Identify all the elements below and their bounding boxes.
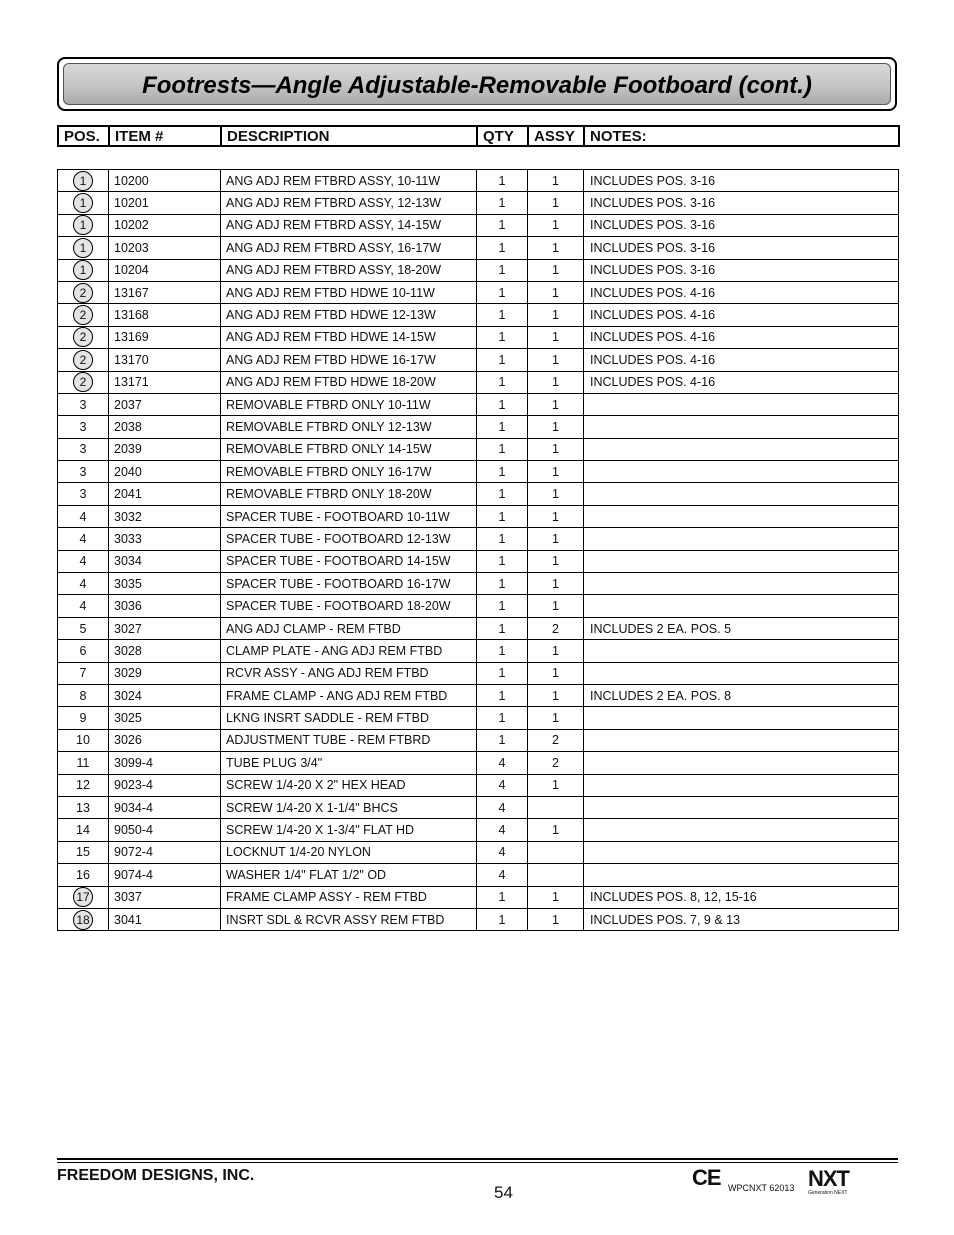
cell-notes <box>584 774 899 796</box>
cell-pos <box>58 729 109 751</box>
cell-qty: 1 <box>477 371 528 393</box>
cell-pos <box>58 841 109 863</box>
header-qty: QTY <box>477 126 528 146</box>
cell-assy: 1 <box>528 483 584 505</box>
cell-pos <box>58 416 109 438</box>
pos-number: 11 <box>76 755 90 770</box>
pos-callout-circle: 2 <box>73 372 93 392</box>
title-banner <box>57 57 897 111</box>
cell-item: 10201 <box>109 192 221 214</box>
cell-description: FRAME CLAMP - ANG ADJ REM FTBD <box>221 684 477 706</box>
cell-notes: INCLUDES 2 EA. POS. 8 <box>584 684 899 706</box>
cell-description: ANG ADJ CLAMP - REM FTBD <box>221 617 477 639</box>
cell-assy: 1 <box>528 349 584 371</box>
cell-qty: 1 <box>477 684 528 706</box>
cell-qty: 4 <box>477 796 528 818</box>
cell-pos <box>58 796 109 818</box>
header-notes: NOTES: <box>584 126 899 146</box>
cell-pos <box>58 595 109 617</box>
header-item: ITEM # <box>109 126 221 146</box>
cell-pos <box>58 170 109 192</box>
cell-item: 3099-4 <box>109 752 221 774</box>
table-row <box>58 393 899 415</box>
cell-pos <box>58 483 109 505</box>
cell-qty: 1 <box>477 237 528 259</box>
cell-description: SPACER TUBE - FOOTBOARD 16-17W <box>221 573 477 595</box>
cell-item: 10202 <box>109 214 221 236</box>
cell-pos <box>58 774 109 796</box>
cell-notes: INCLUDES POS. 4-16 <box>584 326 899 348</box>
cell-assy: 2 <box>528 752 584 774</box>
cell-pos <box>58 886 109 908</box>
pos-callout-circle: 1 <box>73 171 93 191</box>
cell-assy: 1 <box>528 281 584 303</box>
cell-item: 13168 <box>109 304 221 326</box>
cell-item: 2041 <box>109 483 221 505</box>
cell-item: 3036 <box>109 595 221 617</box>
cell-pos <box>58 371 109 393</box>
cell-assy: 1 <box>528 550 584 572</box>
cell-notes: INCLUDES POS. 3-16 <box>584 170 899 192</box>
cell-pos <box>58 281 109 303</box>
page-number: 54 <box>494 1183 513 1202</box>
cell-item: 3032 <box>109 505 221 527</box>
table-row <box>58 864 899 886</box>
pos-number: 8 <box>79 688 87 703</box>
pos-number: 4 <box>79 599 87 614</box>
pos-number: 15 <box>76 845 90 860</box>
cell-notes <box>584 505 899 527</box>
header-assy: ASSY <box>528 126 584 146</box>
table-row <box>58 326 899 348</box>
cell-pos <box>58 752 109 774</box>
cell-notes <box>584 595 899 617</box>
cell-qty: 1 <box>477 416 528 438</box>
cell-description: REMOVABLE FTBRD ONLY 14-15W <box>221 438 477 460</box>
cell-description: SCREW 1/4-20 X 1-1/4" BHCS <box>221 796 477 818</box>
cell-pos <box>58 393 109 415</box>
pos-number: 14 <box>76 823 90 838</box>
table-row <box>58 237 899 259</box>
cell-description: SCREW 1/4-20 X 1-3/4" FLAT HD <box>221 819 477 841</box>
cell-item: 9072-4 <box>109 841 221 863</box>
cell-notes <box>584 528 899 550</box>
pos-callout-circle: 1 <box>73 238 93 258</box>
cell-assy: 1 <box>528 326 584 348</box>
title-banner-fill <box>63 63 891 105</box>
cell-item: 2039 <box>109 438 221 460</box>
cell-assy: 1 <box>528 170 584 192</box>
cell-notes <box>584 841 899 863</box>
table-row <box>58 438 899 460</box>
cell-notes <box>584 550 899 572</box>
cell-assy <box>528 796 584 818</box>
cell-notes <box>584 483 899 505</box>
cell-description: ANG ADJ REM FTBRD ASSY, 16-17W <box>221 237 477 259</box>
cell-pos <box>58 864 109 886</box>
cell-qty: 1 <box>477 886 528 908</box>
cell-assy: 1 <box>528 393 584 415</box>
cell-pos <box>58 237 109 259</box>
pos-number: 4 <box>79 576 87 591</box>
cell-description: LKNG INSRT SADDLE - REM FTBD <box>221 707 477 729</box>
cell-pos <box>58 461 109 483</box>
table-row <box>58 841 899 863</box>
cell-assy: 1 <box>528 819 584 841</box>
cell-assy <box>528 841 584 863</box>
cell-qty: 1 <box>477 595 528 617</box>
cell-pos <box>58 707 109 729</box>
cell-notes <box>584 393 899 415</box>
cell-pos <box>58 684 109 706</box>
cell-notes: INCLUDES POS. 4-16 <box>584 349 899 371</box>
cell-pos <box>58 505 109 527</box>
cell-description: REMOVABLE FTBRD ONLY 10-11W <box>221 393 477 415</box>
table-row <box>58 573 899 595</box>
cell-qty: 1 <box>477 528 528 550</box>
cell-item: 13169 <box>109 326 221 348</box>
table-row <box>58 416 899 438</box>
table-row <box>58 662 899 684</box>
cell-description: RCVR ASSY - ANG ADJ REM FTBD <box>221 662 477 684</box>
cell-pos <box>58 349 109 371</box>
ce-mark-icon: CE <box>692 1165 721 1190</box>
cell-description: ANG ADJ REM FTBRD ASSY, 12-13W <box>221 192 477 214</box>
cell-item: 9023-4 <box>109 774 221 796</box>
pos-callout-circle: 18 <box>73 910 93 930</box>
table-row <box>58 483 899 505</box>
cell-pos <box>58 550 109 572</box>
table-row <box>58 170 899 192</box>
cell-item: 13170 <box>109 349 221 371</box>
cell-description: REMOVABLE FTBRD ONLY 18-20W <box>221 483 477 505</box>
cell-notes <box>584 461 899 483</box>
cell-notes <box>584 819 899 841</box>
table-row <box>58 819 899 841</box>
cell-description: SPACER TUBE - FOOTBOARD 14-15W <box>221 550 477 572</box>
cell-description: REMOVABLE FTBRD ONLY 12-13W <box>221 416 477 438</box>
cell-assy: 1 <box>528 371 584 393</box>
cell-notes: INCLUDES POS. 3-16 <box>584 259 899 281</box>
cell-qty: 1 <box>477 349 528 371</box>
cell-notes: INCLUDES 2 EA. POS. 5 <box>584 617 899 639</box>
table-row <box>58 259 899 281</box>
cell-notes: INCLUDES POS. 4-16 <box>584 281 899 303</box>
pos-number: 13 <box>76 800 90 815</box>
cell-notes <box>584 573 899 595</box>
cell-assy: 1 <box>528 438 584 460</box>
cell-qty: 1 <box>477 393 528 415</box>
cell-assy: 1 <box>528 214 584 236</box>
cell-item: 9050-4 <box>109 819 221 841</box>
cell-notes <box>584 662 899 684</box>
pos-number: 4 <box>79 509 87 524</box>
table-row <box>58 640 899 662</box>
pos-number: 10 <box>76 733 90 748</box>
column-header-row <box>58 126 899 146</box>
cell-notes: INCLUDES POS. 7, 9 & 13 <box>584 908 899 930</box>
table-row <box>58 684 899 706</box>
cell-qty: 1 <box>477 461 528 483</box>
table-row <box>58 371 899 393</box>
cell-qty: 1 <box>477 908 528 930</box>
cell-qty: 1 <box>477 573 528 595</box>
cell-description: ANG ADJ REM FTBD HDWE 14-15W <box>221 326 477 348</box>
cell-assy <box>528 864 584 886</box>
header-description: DESCRIPTION <box>221 126 477 146</box>
cell-qty: 4 <box>477 774 528 796</box>
pos-number: 6 <box>79 643 87 658</box>
cell-item: 3028 <box>109 640 221 662</box>
cell-item: 3035 <box>109 573 221 595</box>
cell-assy: 1 <box>528 573 584 595</box>
cell-pos <box>58 259 109 281</box>
cell-description: ADJUSTMENT TUBE - REM FTBRD <box>221 729 477 751</box>
table-row <box>58 528 899 550</box>
cell-qty: 1 <box>477 170 528 192</box>
pos-number: 4 <box>79 554 87 569</box>
table-row <box>58 774 899 796</box>
parts-table <box>57 169 899 931</box>
cell-qty: 1 <box>477 438 528 460</box>
table-row <box>58 550 899 572</box>
cell-description: ANG ADJ REM FTBD HDWE 18-20W <box>221 371 477 393</box>
cell-assy: 1 <box>528 707 584 729</box>
cell-assy: 2 <box>528 729 584 751</box>
cell-assy: 2 <box>528 617 584 639</box>
cell-item: 13171 <box>109 371 221 393</box>
cell-qty: 1 <box>477 550 528 572</box>
cell-pos <box>58 192 109 214</box>
document-code: WPCNXT 62013 <box>728 1183 795 1193</box>
pos-callout-circle: 2 <box>73 305 93 325</box>
cell-qty: 1 <box>477 662 528 684</box>
cell-assy: 1 <box>528 595 584 617</box>
cell-description: FRAME CLAMP ASSY - REM FTBD <box>221 886 477 908</box>
pos-number: 7 <box>79 666 87 681</box>
cell-description: ANG ADJ REM FTBD HDWE 16-17W <box>221 349 477 371</box>
pos-number: 3 <box>79 464 87 479</box>
table-row <box>58 908 899 930</box>
cell-qty: 1 <box>477 281 528 303</box>
pos-number: 3 <box>79 397 87 412</box>
cell-notes: INCLUDES POS. 3-16 <box>584 214 899 236</box>
cell-assy: 1 <box>528 886 584 908</box>
pos-callout-circle: 2 <box>73 350 93 370</box>
cell-qty: 1 <box>477 214 528 236</box>
cell-description: ANG ADJ REM FTBD HDWE 12-13W <box>221 304 477 326</box>
pos-number: 16 <box>76 867 90 882</box>
cell-description: ANG ADJ REM FTBRD ASSY, 10-11W <box>221 170 477 192</box>
cell-qty: 1 <box>477 483 528 505</box>
cell-item: 3025 <box>109 707 221 729</box>
cell-item: 10200 <box>109 170 221 192</box>
cell-item: 13167 <box>109 281 221 303</box>
table-row <box>58 461 899 483</box>
cell-assy: 1 <box>528 304 584 326</box>
cell-item: 3034 <box>109 550 221 572</box>
cell-pos <box>58 438 109 460</box>
pos-number: 12 <box>76 778 90 793</box>
nxt-logo-text: NXT <box>808 1166 849 1191</box>
cell-item: 10204 <box>109 259 221 281</box>
cell-notes <box>584 864 899 886</box>
cell-item: 9074-4 <box>109 864 221 886</box>
cell-item: 3026 <box>109 729 221 751</box>
cell-notes <box>584 752 899 774</box>
table-row <box>58 617 899 639</box>
cell-notes <box>584 707 899 729</box>
cell-qty: 1 <box>477 304 528 326</box>
cell-pos <box>58 326 109 348</box>
pos-number: 5 <box>79 621 87 636</box>
cell-description: ANG ADJ REM FTBRD ASSY, 14-15W <box>221 214 477 236</box>
table-row <box>58 707 899 729</box>
page-title: Footrests—Angle Adjustable-Removable Footboard (cont.) <box>142 72 812 99</box>
cell-item: 2037 <box>109 393 221 415</box>
cell-notes <box>584 438 899 460</box>
cell-assy: 1 <box>528 461 584 483</box>
cell-pos <box>58 662 109 684</box>
cell-assy: 1 <box>528 640 584 662</box>
cell-description: SCREW 1/4-20 X 2" HEX HEAD <box>221 774 477 796</box>
pos-callout-circle: 1 <box>73 193 93 213</box>
table-row <box>58 886 899 908</box>
cell-assy: 1 <box>528 774 584 796</box>
cell-qty: 1 <box>477 617 528 639</box>
cell-assy: 1 <box>528 192 584 214</box>
cell-description: ANG ADJ REM FTBRD ASSY, 18-20W <box>221 259 477 281</box>
cell-notes: INCLUDES POS. 3-16 <box>584 237 899 259</box>
cell-description: WASHER 1/4" FLAT 1/2" OD <box>221 864 477 886</box>
cell-description: ANG ADJ REM FTBD HDWE 10-11W <box>221 281 477 303</box>
table-row <box>58 304 899 326</box>
cell-description: SPACER TUBE - FOOTBOARD 18-20W <box>221 595 477 617</box>
cell-notes <box>584 640 899 662</box>
cell-qty: 1 <box>477 707 528 729</box>
pos-number: 3 <box>79 419 87 434</box>
cell-qty: 1 <box>477 729 528 751</box>
header-pos: POS. <box>58 126 109 146</box>
column-header-table <box>57 125 900 147</box>
cell-qty: 1 <box>477 505 528 527</box>
table-row <box>58 505 899 527</box>
cell-item: 10203 <box>109 237 221 259</box>
pos-number: 3 <box>79 442 87 457</box>
cell-qty: 4 <box>477 841 528 863</box>
parts-table-body <box>58 170 899 931</box>
cell-description: SPACER TUBE - FOOTBOARD 12-13W <box>221 528 477 550</box>
table-row <box>58 349 899 371</box>
cell-pos <box>58 214 109 236</box>
cell-item: 3033 <box>109 528 221 550</box>
pos-callout-circle: 1 <box>73 260 93 280</box>
cell-item: 3041 <box>109 908 221 930</box>
cell-item: 9034-4 <box>109 796 221 818</box>
pos-number: 4 <box>79 531 87 546</box>
cell-pos <box>58 908 109 930</box>
pos-callout-circle: 1 <box>73 215 93 235</box>
table-row <box>58 192 899 214</box>
cell-notes: INCLUDES POS. 8, 12, 15-16 <box>584 886 899 908</box>
cell-notes: INCLUDES POS. 3-16 <box>584 192 899 214</box>
cell-assy: 1 <box>528 237 584 259</box>
cell-notes <box>584 416 899 438</box>
nxt-logo <box>808 1168 849 1196</box>
cell-pos <box>58 819 109 841</box>
cell-pos <box>58 617 109 639</box>
cell-item: 2038 <box>109 416 221 438</box>
table-row <box>58 595 899 617</box>
footer-rule-thin <box>57 1162 898 1163</box>
cell-pos <box>58 304 109 326</box>
pos-number: 9 <box>79 711 87 726</box>
cell-description: INSRT SDL & RCVR ASSY REM FTBD <box>221 908 477 930</box>
nxt-logo-subtext: Generation NEXT <box>808 1190 848 1196</box>
cell-notes <box>584 796 899 818</box>
cell-description: LOCKNUT 1/4-20 NYLON <box>221 841 477 863</box>
cell-pos <box>58 640 109 662</box>
cell-assy: 1 <box>528 259 584 281</box>
cell-assy: 1 <box>528 684 584 706</box>
pos-number: 3 <box>79 487 87 502</box>
cell-assy: 1 <box>528 505 584 527</box>
cell-qty: 1 <box>477 640 528 662</box>
cell-qty: 4 <box>477 864 528 886</box>
cell-description: SPACER TUBE - FOOTBOARD 10-11W <box>221 505 477 527</box>
pos-callout-circle: 2 <box>73 283 93 303</box>
cell-description: TUBE PLUG 3/4" <box>221 752 477 774</box>
cell-item: 3037 <box>109 886 221 908</box>
table-row <box>58 752 899 774</box>
cell-assy: 1 <box>528 528 584 550</box>
cell-notes: INCLUDES POS. 4-16 <box>584 304 899 326</box>
cell-qty: 1 <box>477 192 528 214</box>
company-name: FREEDOM DESIGNS, INC. <box>57 1167 255 1184</box>
cell-description: CLAMP PLATE - ANG ADJ REM FTBD <box>221 640 477 662</box>
cell-notes <box>584 729 899 751</box>
cell-assy: 1 <box>528 908 584 930</box>
cell-pos <box>58 528 109 550</box>
pos-callout-circle: 17 <box>73 887 93 907</box>
cell-qty: 4 <box>477 819 528 841</box>
table-row <box>58 281 899 303</box>
table-row <box>58 796 899 818</box>
table-row <box>58 214 899 236</box>
cell-pos <box>58 573 109 595</box>
cell-item: 3027 <box>109 617 221 639</box>
cell-item: 2040 <box>109 461 221 483</box>
cell-assy: 1 <box>528 662 584 684</box>
table-row <box>58 729 899 751</box>
cell-notes: INCLUDES POS. 4-16 <box>584 371 899 393</box>
cell-description: REMOVABLE FTBRD ONLY 16-17W <box>221 461 477 483</box>
cell-item: 3024 <box>109 684 221 706</box>
pos-callout-circle: 2 <box>73 327 93 347</box>
cell-assy: 1 <box>528 416 584 438</box>
cell-qty: 1 <box>477 259 528 281</box>
footer-rule <box>57 1158 898 1160</box>
cell-qty: 1 <box>477 326 528 348</box>
cell-item: 3029 <box>109 662 221 684</box>
cell-qty: 4 <box>477 752 528 774</box>
